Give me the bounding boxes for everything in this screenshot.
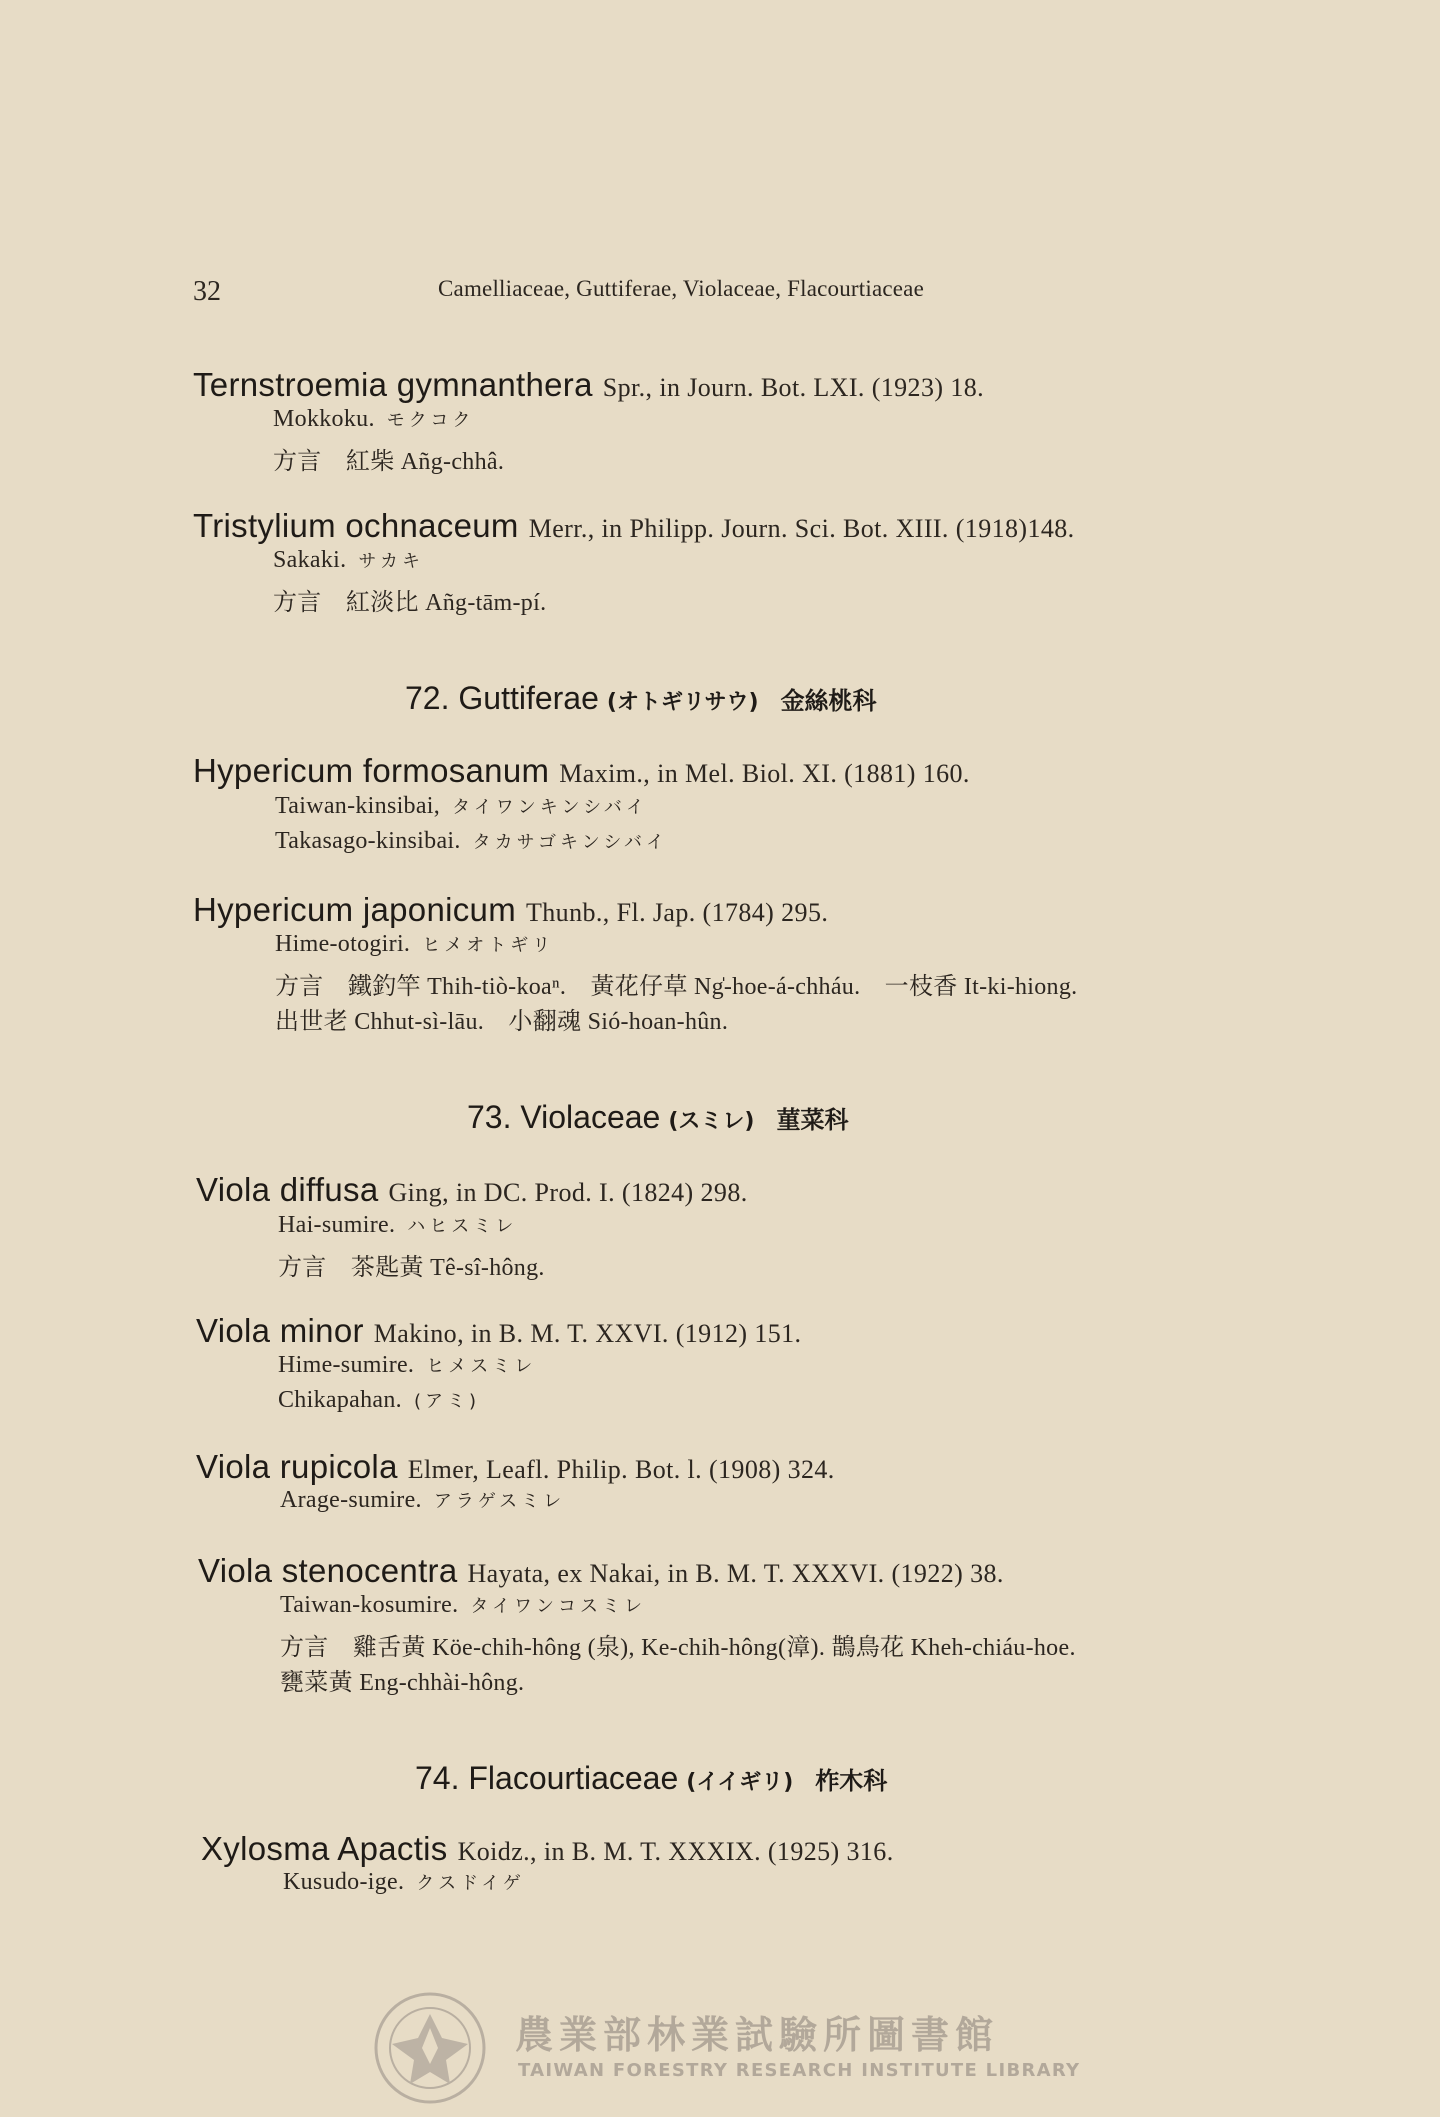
species-heading <box>201 1830 894 1868</box>
species-reference: Makino, in B. M. T. XXVI. (1912) 151. <box>373 1319 802 1348</box>
dialect-names: 方言 紅淡比 Añg-tām-pí. <box>273 590 547 616</box>
library-name-chinese: 農業部林業試驗所圖書館 <box>515 2013 1000 2057</box>
species-reference: Ging, in DC. Prod. I. (1824) 298. <box>388 1178 748 1207</box>
dialect-names: 方言 紅柴 Añg-chhâ. <box>273 449 505 475</box>
family-heading <box>467 1099 848 1136</box>
japanese-name: Kusudo-ige. クスドイゲ <box>283 1869 525 1895</box>
species-reference: Hayata, ex Nakai, in B. M. T. XXXVI. (1922) 38. <box>467 1559 1004 1588</box>
family-heading <box>415 1760 887 1797</box>
species-name: Viola minor <box>196 1312 364 1349</box>
dialect-names: 方言 茶匙黃 Tê-sî-hông. <box>278 1255 545 1281</box>
species-reference: Thunb., Fl. Jap. (1784) 295. <box>526 898 829 927</box>
species-reference: Koidz., in B. M. T. XXXIX. (1925) 316. <box>457 1837 894 1866</box>
dialect-names: 方言 鐵釣竿 Thih-tiò-koaⁿ. 黃花仔草 Ng̍-hoe-á-chháu. 一枝香 It-ki-hiong. <box>275 974 1078 1000</box>
species-heading <box>196 1312 801 1350</box>
dialect-names: 方言 雞舌黃 Köe-chih-hông (泉), Ke-chih-hông(漳). 鵲鳥花 Kheh-chiáu-hoe. <box>280 1635 1076 1661</box>
japanese-name: Hime-sumire. ヒメスミレ <box>278 1352 537 1378</box>
family-chinese: 柞木科 <box>815 1767 888 1795</box>
species-heading <box>198 1552 1004 1590</box>
aboriginal-name: Chikapahan. (アミ) <box>278 1387 480 1413</box>
library-name-english: TAIWAN FORESTRY RESEARCH INSTITUTE LIBRARY <box>518 2060 1081 2081</box>
japanese-name: Mokkoku. モクコク <box>273 406 475 432</box>
running-title: Camelliaceae, Guttiferae, Violaceae, Flacourtiaceae <box>438 276 925 301</box>
family-kana: (オトギリサウ) <box>606 690 759 715</box>
japanese-name: Hai-sumire. ハヒスミレ <box>278 1212 518 1238</box>
species-heading <box>193 891 828 929</box>
species-name: Viola rupicola <box>196 1448 398 1485</box>
species-heading <box>193 366 984 404</box>
dialect-names: 甕菜黃 Eng-chhài-hông. <box>280 1670 525 1696</box>
family-number: 73. <box>467 1099 512 1135</box>
species-name: Viola stenocentra <box>198 1552 458 1589</box>
family-heading <box>405 680 877 717</box>
species-heading <box>196 1448 835 1486</box>
family-name: Guttiferae <box>458 680 599 716</box>
dialect-names: 出世老 Chhut-sì-lāu. 小翻魂 Sió-hoan-hûn. <box>275 1009 729 1035</box>
japanese-name: Taiwan-kosumire. タイワンコスミレ <box>280 1592 647 1618</box>
species-reference: Merr., in Philipp. Journ. Sci. Bot. XIII. (1918)148. <box>528 514 1075 543</box>
family-number: 72. <box>405 680 450 716</box>
family-number: 74. <box>415 1760 460 1796</box>
library-seal-icon <box>370 1988 490 2108</box>
page-header <box>193 272 1213 312</box>
family-name: Violaceae <box>520 1099 661 1135</box>
family-chinese: 菫菜科 <box>776 1106 849 1134</box>
japanese-name: Taiwan-kinsibai, タイワンキンシバイ <box>275 793 648 819</box>
species-name: Viola diffusa <box>196 1171 379 1208</box>
species-reference: Maxim., in Mel. Biol. XI. (1881) 160. <box>559 759 970 788</box>
species-heading <box>196 1171 748 1209</box>
species-heading <box>193 752 970 790</box>
species-name: Ternstroemia gymnanthera <box>193 366 593 403</box>
species-name: Xylosma Apactis <box>201 1830 448 1867</box>
japanese-name: Arage-sumire. アラゲスミレ <box>280 1487 566 1513</box>
page-number: 32 <box>193 276 221 307</box>
family-chinese: 金絲桃科 <box>780 687 877 715</box>
family-kana: (イイギリ) <box>686 1770 794 1795</box>
japanese-name: Sakaki. サカキ <box>273 547 425 573</box>
japanese-name: Hime-otogiri. ヒメオトギリ <box>275 931 555 957</box>
japanese-name: Takasago-kinsibai. タカサゴキンシバイ <box>275 828 669 854</box>
species-reference: Spr., in Journ. Bot. LXI. (1923) 18. <box>602 373 985 402</box>
family-kana: (スミレ) <box>668 1109 755 1134</box>
species-heading <box>193 507 1075 545</box>
species-reference: Elmer, Leafl. Philip. Bot. l. (1908) 324. <box>407 1455 835 1484</box>
species-name: Tristylium ochnaceum <box>193 507 519 544</box>
species-name: Hypericum japonicum <box>193 891 516 928</box>
family-name: Flacourtiaceae <box>468 1760 679 1796</box>
library-watermark <box>370 1988 1090 2108</box>
species-name: Hypericum formosanum <box>193 752 550 789</box>
